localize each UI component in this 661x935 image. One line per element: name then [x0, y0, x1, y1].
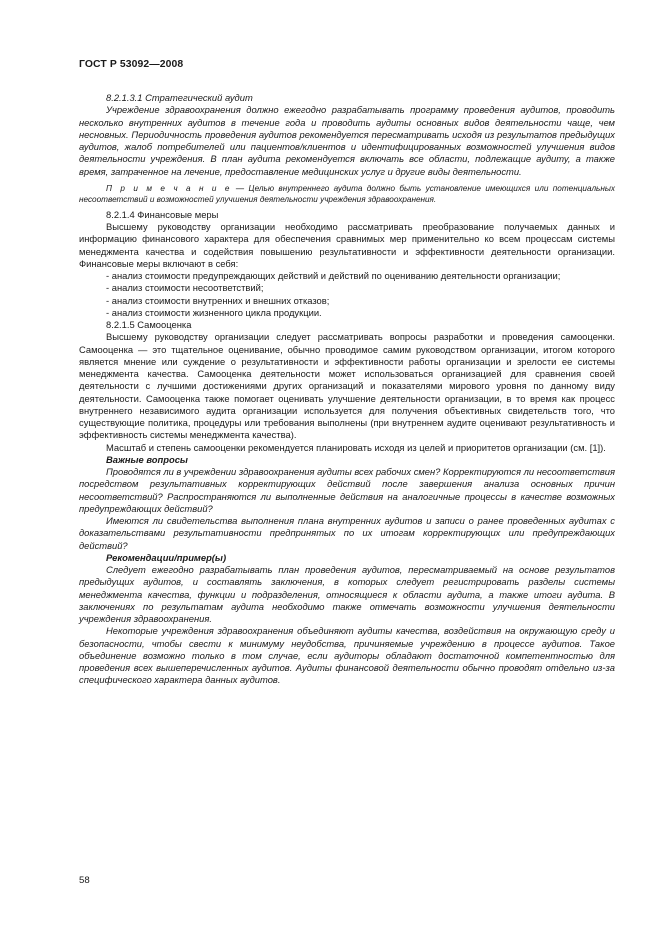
note-label: П р и м е ч а н и е	[106, 183, 232, 193]
page-number: 58	[79, 875, 90, 886]
section-title-strategic-audit: 8.2.1.3.1 Стратегический аудит	[106, 92, 253, 103]
list-item: - анализ стоимости жизненного цикла продукции.	[106, 306, 322, 318]
section-title-self-assessment: 8.2.1.5 Самооценка	[106, 319, 192, 330]
standard-header: ГОСТ Р 53092—2008	[79, 59, 184, 70]
section-title-financial-measures: 8.2.1.4 Финансовые меры	[106, 208, 219, 220]
note	[79, 183, 615, 205]
heading-recommendations: Рекомендации/пример(ы)	[106, 551, 227, 563]
paragraph: Проводятся ли в учреждении здравоохранения аудиты всех рабочих смен? Корректируются ли несоответствия посредством результативных корректирующих действий после завершения анализа основных причин несоответствий? Распространяются ли выполненные действия на аналогичные процессы в качестве возможных предупреждающих действий?	[79, 466, 615, 514]
list-item: - анализ стоимости предупреждающих действий и действий по оцениванию деятельности организации;	[106, 270, 561, 281]
list-item: - анализ стоимости внутренних и внешних отказов;	[106, 294, 330, 306]
paragraph: Учреждение здравоохранения должно ежегодно разрабатывать программу проведения аудитов, проводить несколько внутренних аудитов в течение года и проводить аудиты основных видов деятельности чаще, чем несновных. Периодичность проведения аудитов рекомендуется пересматривать исходя из результатов предыдущих аудитов, жалоб потребителей или пациентов/клиентов и идентифицированных возможностей улучшения видов деятельности учреждения. В план аудита рекомендуется включать все области, подлежащие аудиту, а также время, затраченное на лечение, предоставление медицинских услуг и другие виды деятельности.	[79, 104, 615, 177]
document-body	[79, 90, 615, 687]
paragraph: Масштаб и степень самооценки рекомендуется планировать исходя из целей и приоритетов организации (см. [1]).	[106, 441, 606, 453]
note-text: — Целью внутреннего аудита должно быть установление имеющихся или потенциальных несоответствий и возможностей улучшения деятельности учреждения здравоохранения.	[79, 183, 615, 204]
paragraph: Высшему руководству организации следует рассматривать вопросы разработки и проведения самооценки. Самооценка — это тщательное оценивание, обычно проводимое самим руководством организации, итогом которого является мнение или суждение о результативности и эффективности работы организации и зрелости ее системы менеджмента качества. Самооценка деятельности может использоваться организацией для сравнения своей деятельности с лучшими достижениями других организаций и показателями мирового уровня по данному виду деятельности. Самооценка также помогает оценивать улучшение деятельности организации, в то время как процесс внутреннего независимого аудита организации используется для получения объективных свидетельств того, что существующие политика, процедуры или требования выполнены (при внутреннем аудите оценивают результативность и эффективность системы менеджмента качества).	[79, 331, 615, 441]
heading-important-questions: Важные вопросы	[106, 453, 188, 465]
paragraph: Высшему руководству организации необходимо рассматривать преобразование получаемых данных и информацию финансового характера для обеспечения сравнимых мер применительно ко всем процессам системы менеджмента качества и содействия повышению результативности и эффективности деятельности организации. Финансовые меры включают в себя:	[79, 221, 615, 269]
list-item: - анализ стоимости несоответствий;	[106, 282, 264, 294]
paragraph: Имеются ли свидетельства выполнения плана внутренних аудитов и записи о ранее проведенных аудитах с доказательствами результативности предпринятых по их итогам корректирующих или предупреждающих действий?	[79, 515, 615, 551]
paragraph: Следует ежегодно разрабатывать план проведения аудитов, пересматриваемый на основе результатов предыдущих аудитов, и составлять заключения, в которых следует регистрировать разделы системы менеджмента качества, функции и подразделения, относящиеся к области аудита, а также итоги аудита. В заключениях по результатам аудита необходимо также отмечать возможности улучшения деятельности учреждения здравоохранения.	[79, 564, 615, 624]
paragraph: Некоторые учреждения здравоохранения объединяют аудиты качества, воздействия на окружающую среду и безопасности, чтобы свести к минимуму неудобства, причиняемые учреждению в процессе аудитов. Такое объединение возможно только в том случае, если аудиторы обладают достаточной компетентностью для проведения всех вышеперечисленных аудитов. Аудиты финансовой деятельности обычно проводят отдельно из-за специфического характера данных аудитов.	[79, 625, 615, 686]
